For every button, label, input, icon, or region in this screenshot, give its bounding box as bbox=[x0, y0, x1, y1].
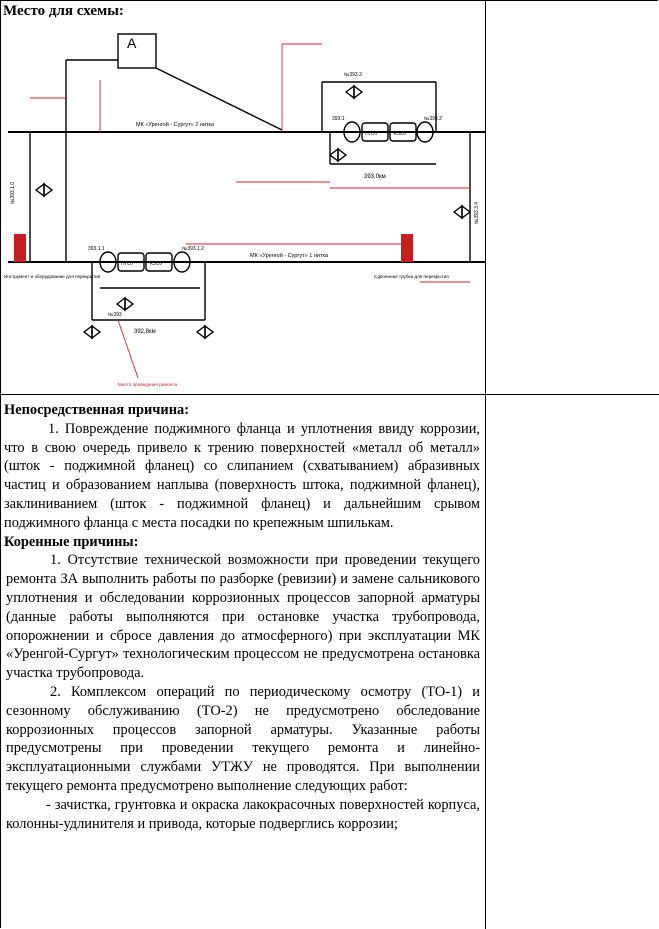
scheme-valve-upper-left: 393.1 bbox=[332, 116, 345, 122]
scheme-place-label: Место для схемы: bbox=[3, 3, 124, 19]
pipeline-scheme bbox=[0, 20, 490, 388]
root-cause-paragraph-3: - зачистка, грунтовка и окраска лакокрасочных поверхностей корпуса, колонны-удлинителя и привода, которые подверглись коррозии; bbox=[6, 796, 480, 832]
immediate-cause-heading: Непосредственная причина: bbox=[4, 402, 189, 418]
scheme-pipe-line2: МК «Уренгой - Сургут» 2 нитка bbox=[136, 122, 215, 128]
scheme-km-upper: 393,0км bbox=[364, 174, 386, 180]
scheme-valve-upper: №393.2 bbox=[424, 116, 442, 122]
scheme-left-equipment-label: Инструмент и оборудование для перекрытия bbox=[4, 274, 101, 279]
scheme-pipe-line1: МК «Уренгой - Сургут» 1 нитка bbox=[250, 253, 329, 259]
scheme-valve-top: №393.2 bbox=[344, 72, 362, 78]
scheme-box-kzou-lower: КЗОУ bbox=[150, 261, 163, 267]
scheme-bottom-red-label: Место проведения ремонта bbox=[118, 382, 178, 387]
scheme-box-ngou-upper: НГОУ bbox=[365, 131, 378, 137]
causes-text bbox=[4, 401, 480, 833]
scheme-valve-left-vert: №393.1.0 bbox=[10, 181, 16, 204]
scheme-valve-right-vert: №393.3.4 bbox=[474, 201, 480, 224]
scheme-valve-lower-right: №393.1.2 bbox=[182, 246, 205, 252]
scheme-node-a: А bbox=[127, 35, 137, 51]
scheme-km-lower: 392,8км bbox=[134, 329, 156, 335]
root-cause-paragraph-1: 1. Отсутствие технической возможности при проведении текущего ремонта ЗА выполнить работы по разборке (ревизии) и замене сальникового уплотнения и обследовании коррозионных процессов запорной арматуры (данные работы выполняются при остановке участка трубопровода, опорожнении и сбросе давления до атмосферного) при эксплуатации МК «Уренгой-Сургут» технологическим процессом не предусмотрена остановка участка трубопровода. bbox=[6, 552, 480, 682]
root-cause-paragraph-2: 2. Комплексом операций по периодическому осмотру (ТО-1) и сезонному обслуживанию (ТО-2) не предусмотрено обследование коррозионных процессов запорной арматуры. Указанные работы предусмотрены при проведении текущего ремонта и линейно-эксплуатационными службами УТЖУ не проводятся. При выполнении текущего ремонта предусмотрено выполнение следующих работ: bbox=[6, 683, 480, 794]
scheme-box-kzou-upper: КЗОУ bbox=[394, 131, 407, 137]
scheme-drawing bbox=[0, 20, 490, 388]
scheme-valve-lower-mid: №393 bbox=[108, 312, 122, 318]
root-causes-heading: Коренные причины: bbox=[4, 533, 139, 550]
scheme-box-ngou-lower: НГОУ bbox=[121, 261, 134, 267]
scheme-valve-lower-left: 393.1.1 bbox=[88, 246, 105, 252]
immediate-cause-paragraph: 1. Повреждение поджимного фланца и уплотнения ввиду коррозии, что в свою очередь привело к трению поверхностей «металл об металл» (шток - поджимной фланец) со слипанием (схватыванием) абразивных частиц и образованием наплыва (поверхность штока, поджимной фланец), заклиниванием (шток - поджимной фланец) и дальнейшим срывом поджимного фланца с места посадки по крепежным шпилькам. bbox=[4, 420, 480, 531]
table-row-divider bbox=[0, 394, 659, 395]
scheme-right-equipment-label: Сдвоенная трубка для перекрытия bbox=[374, 274, 449, 279]
